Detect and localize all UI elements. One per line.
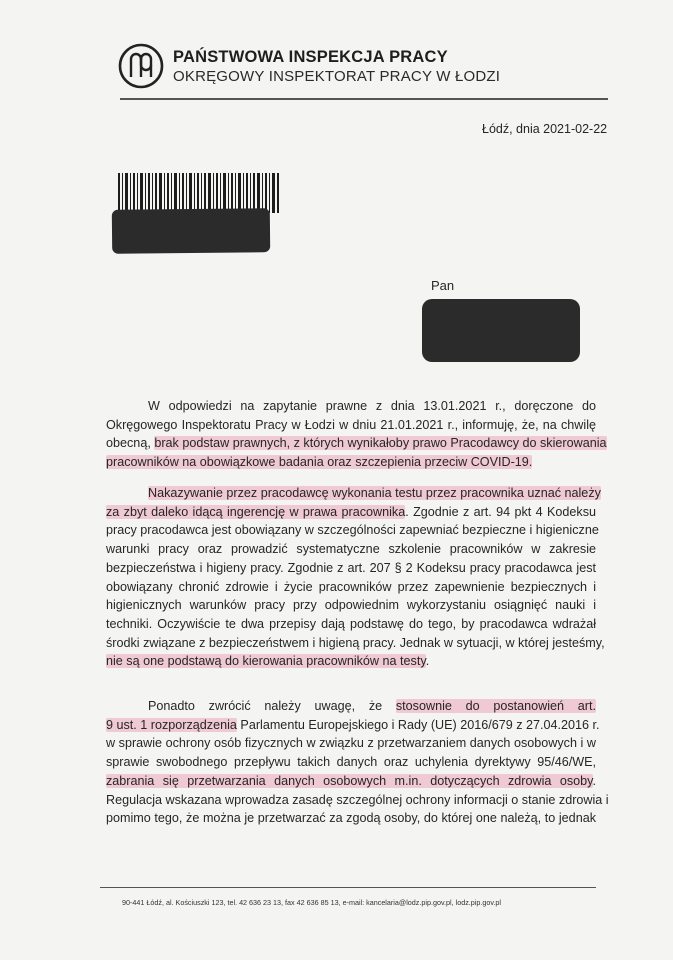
text-span: techniki. Oczywiście te dwa przepisy dają podstawę do tego, by pracodawca wdrażał bbox=[106, 616, 596, 631]
highlighted-text: za zbyt daleko idącą ingerencję w prawa pracownika bbox=[106, 504, 406, 519]
text-span: środki związane z bezpieczeństwem i higieną pracy. Jednak w sytuacji, w której jesteśmy, bbox=[106, 635, 605, 650]
text-line bbox=[106, 416, 596, 435]
text-line bbox=[106, 397, 596, 416]
text-span: obecną, bbox=[106, 436, 155, 451]
paragraph-1 bbox=[106, 397, 607, 472]
text-span: higienicznych warunków pracy przy odpowiednim wykorzystaniu osiągnięć nauki i bbox=[106, 598, 596, 613]
text-line bbox=[106, 503, 596, 522]
footer-divider bbox=[100, 887, 596, 888]
highlighted-text: stosownie do postanowień art. bbox=[395, 699, 596, 713]
highlighted-text: zabrania się przetwarzania danych osobowych m.in. dotyczących zdrowia osoby bbox=[106, 773, 593, 788]
text-line bbox=[106, 634, 605, 653]
text-span: pracy pracodawca jest obowiązany w szczególności zapewniać bezpieczne i higieniczne bbox=[106, 523, 599, 538]
highlighted-text: pracowników na obowiązkowe badania oraz szczepienia przeciw COVID-19. bbox=[106, 455, 533, 470]
footer-contact: 90-441 Łódź, al. Kościuszki 123, tel. 42 636 23 13, fax 42 636 85 13, e-mail: kancelaria@lodz.pip.gov.pl, lodz.pip.gov.pl bbox=[122, 898, 502, 907]
text-line bbox=[106, 596, 596, 615]
text-span: sprawie swobodnego przepływu takich danych oraz uchylenia dyrektywy 95/46/WE, bbox=[106, 755, 596, 770]
header-divider bbox=[120, 98, 608, 100]
text-line bbox=[106, 772, 596, 791]
text-line bbox=[106, 578, 596, 597]
highlighted-text: Nakazywanie przez pracodawcę wykonania testu przez pracownika uznać należy bbox=[148, 486, 601, 500]
pip-logo-icon bbox=[118, 43, 164, 89]
text-span: Regulacja wskazana wprowadza zasadę szczególnej ochrony informacji o stanie zdrowia i bbox=[106, 792, 609, 807]
text-line bbox=[106, 434, 607, 453]
paragraph-2 bbox=[106, 484, 605, 671]
organization-name: PAŃSTWOWA INSPEKCJA PRACY bbox=[173, 48, 448, 66]
barcode-icon bbox=[118, 173, 280, 213]
text-line bbox=[106, 652, 596, 671]
highlighted-text: 9 ust. 1 rozporządzenia bbox=[106, 717, 237, 732]
organization-subtitle: OKRĘGOWY INSPEKTORAT PRACY W ŁODZI bbox=[173, 68, 501, 85]
text-line bbox=[106, 753, 596, 772]
text-line bbox=[106, 716, 600, 735]
text-line bbox=[106, 521, 599, 540]
text-span: . Zgodnie z art. 94 pkt 4 Kodeksu bbox=[405, 504, 596, 519]
highlighted-text: nie są one podstawą do kierowania pracowników na testy bbox=[106, 654, 426, 669]
date-line: Łódź, dnia 2021-02-22 bbox=[482, 122, 608, 136]
text-span: pomimo tego, że można je przetwarzać za zgodą osoby, do której one należą, to jednak bbox=[106, 811, 596, 826]
recipient-prefix: Pan bbox=[431, 278, 455, 293]
text-line bbox=[106, 697, 596, 716]
redaction-block-reference bbox=[112, 208, 270, 254]
text-span: Ponadto zwrócić należy uwagę, że bbox=[148, 699, 396, 713]
text-line bbox=[106, 791, 609, 810]
highlighted-text: brak podstaw prawnych, z których wynikałoby prawo Pracodawcy do skierowania bbox=[154, 436, 607, 451]
text-line bbox=[106, 453, 596, 472]
text-span: bezpieczeństwa i higieny pracy. Zgodnie z art. 207 § 2 Kodeksu pracy pracodawca jest bbox=[106, 560, 596, 575]
text-line bbox=[106, 809, 596, 828]
text-span: W odpowiedzi na zapytanie prawne z dnia 13.01.2021 r., doręczone do bbox=[148, 399, 596, 413]
text-span: obowiązany chronić zdrowie i życie pracowników przez zapewnienie bezpiecznych i bbox=[106, 579, 596, 594]
text-span: . bbox=[425, 654, 430, 669]
text-line bbox=[106, 734, 596, 753]
text-span: Parlamentu Europejskiego i Rady (UE) 2016/679 z 27.04.2016 r. bbox=[236, 717, 600, 732]
paragraph-3 bbox=[106, 697, 609, 828]
text-line bbox=[106, 559, 596, 578]
text-line bbox=[106, 484, 601, 503]
text-line bbox=[106, 540, 596, 559]
text-span: w sprawie ochrony osób fizycznych w związku z przetwarzaniem danych osobowych i w bbox=[106, 736, 596, 751]
text-span: . bbox=[592, 773, 596, 788]
text-line bbox=[106, 615, 596, 634]
text-span: Okręgowego Inspektoratu Pracy w Łodzi w dniu 21.01.2021 r., informuję, że, na chwilę bbox=[106, 417, 596, 432]
redaction-block-recipient bbox=[422, 299, 580, 362]
text-span: warunki pracy oraz prowadzić systematyczne szkolenie pracowników w zakresie bbox=[106, 542, 596, 557]
